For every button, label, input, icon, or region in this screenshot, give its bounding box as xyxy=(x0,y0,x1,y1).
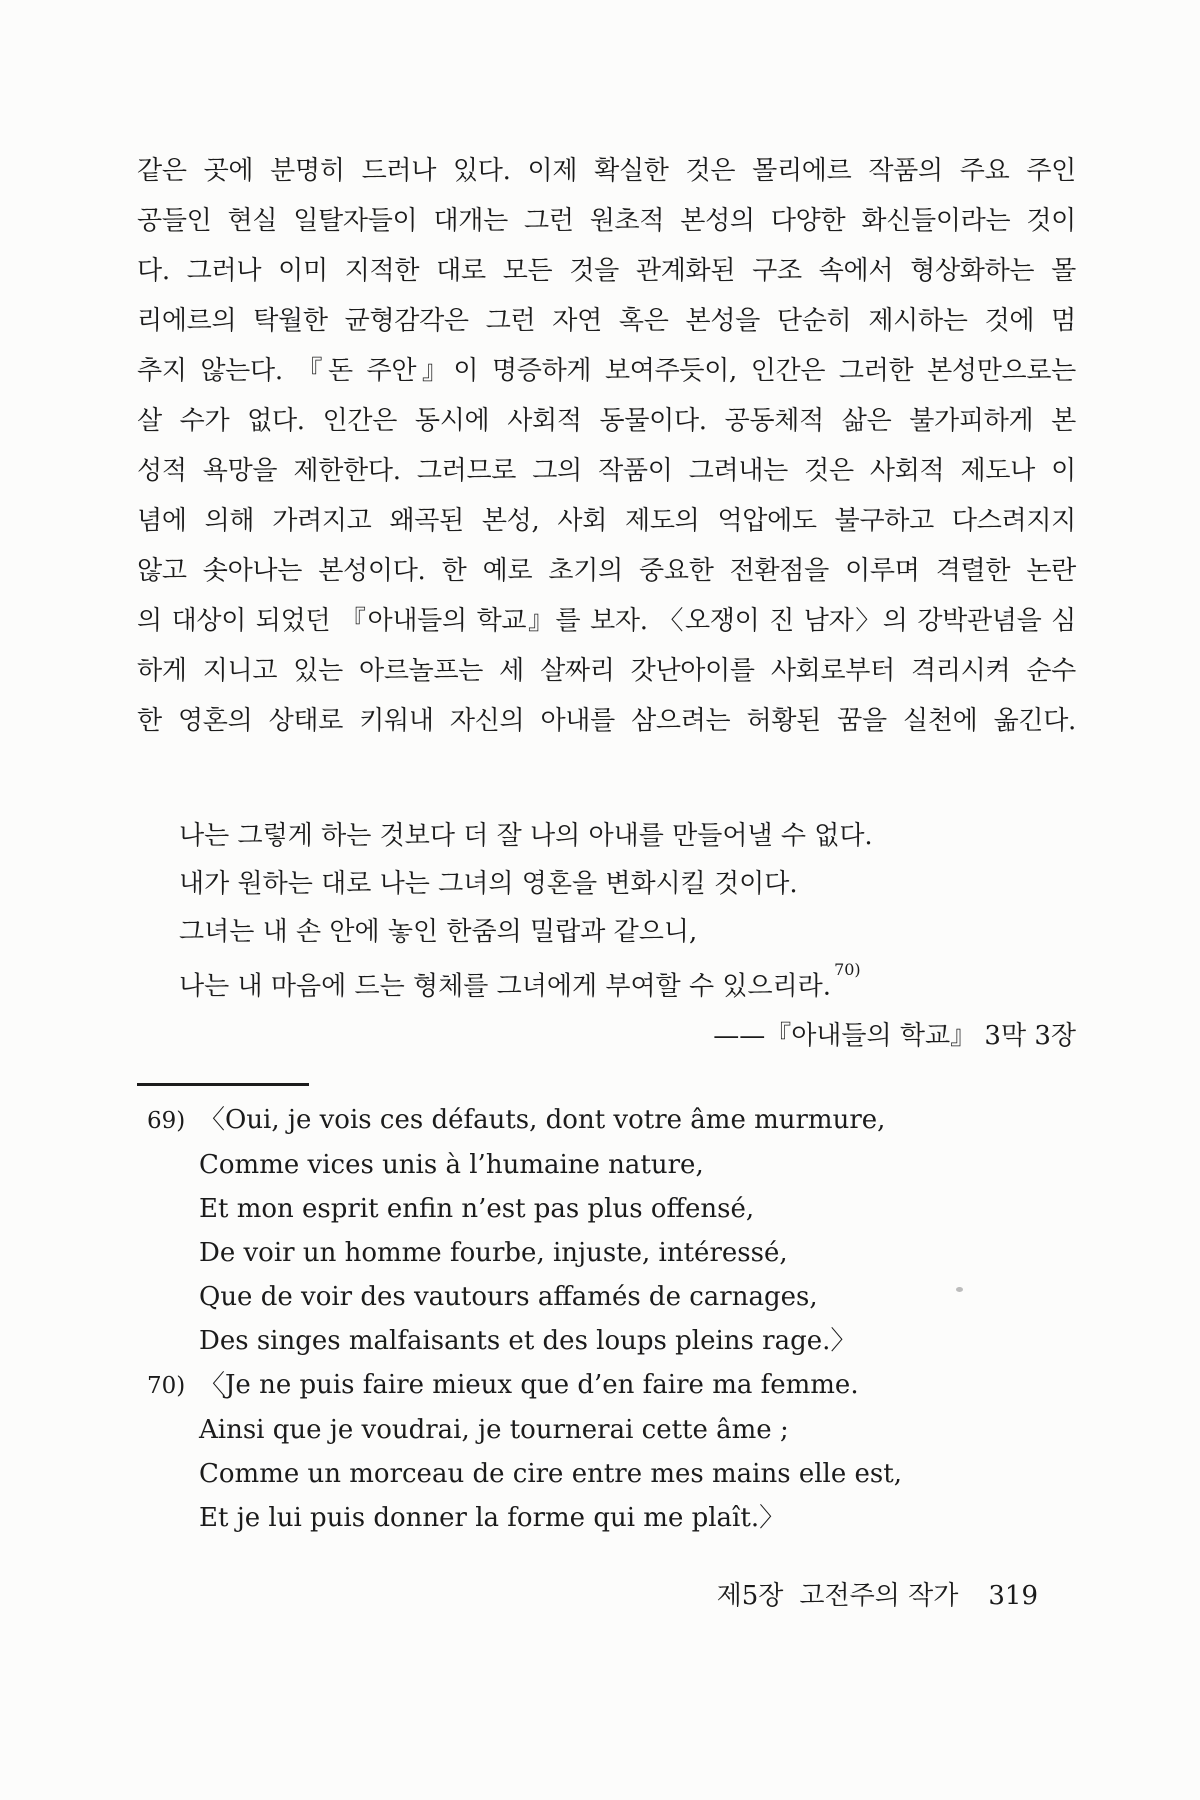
footnote-line: Des singes malfaisants et des loups pleins rage.〉 xyxy=(199,1325,857,1356)
footnote-number: 70) xyxy=(147,1372,186,1399)
quote-attribution: ——『아내들의 학교』 3막 3장 xyxy=(713,1020,1076,1051)
main-paragraph xyxy=(137,146,1076,746)
quote-line: 그녀는 내 손 안에 놓인 한줌의 밀랍과 같으니, xyxy=(179,917,698,947)
quote-line: 나는 그렇게 하는 것보다 더 잘 나의 아내를 만들어낼 수 없다. xyxy=(179,821,873,851)
footnote-reference-70: 70) xyxy=(834,960,861,979)
footnote-line: Et mon esprit enfin n’est pas plus offensé, xyxy=(199,1193,755,1224)
footnote-text: 〈Je ne puis faire mieux que d’en faire ma femme. xyxy=(199,1369,859,1400)
footnote-number: 69) xyxy=(147,1107,186,1134)
footnote-69 xyxy=(147,1098,1076,1363)
footnote-line: Comme vices unis à l’humaine nature, xyxy=(199,1149,704,1180)
quote-line xyxy=(179,956,1076,1011)
page-content xyxy=(137,146,1076,1540)
footnote-line: Et je lui puis donner la forme qui me plaît.〉 xyxy=(199,1502,786,1533)
footnote-line: De voir un homme fourbe, injuste, intéressé, xyxy=(199,1237,788,1268)
paragraph-line: 의 대상이 되었던 『아내들의 학교』를 보자. 〈오쟁이 진 남자〉의 강박관념을 심 xyxy=(137,606,1076,636)
chapter-title: 고전주의 작가 xyxy=(799,1581,959,1611)
footnote-line xyxy=(147,1363,1076,1408)
page-number: 319 xyxy=(988,1581,1038,1611)
paragraph-line: 리에르의 탁월한 균형감각은 그런 자연 혹은 본성을 단순히 제시하는 것에 멈 xyxy=(137,306,1076,336)
chapter-label: 제5장 xyxy=(716,1581,784,1611)
paragraph-line: 않고 솟아나는 본성이다. 한 예로 초기의 중요한 전환점을 이루며 격렬한 논란 xyxy=(137,556,1076,586)
paragraph-line: 념에 의해 가려지고 왜곡된 본성, 사회 제도의 억압에도 불구하고 다스려지지 xyxy=(137,506,1076,536)
footnote-line: Ainsi que je voudrai, je tournerai cette âme ; xyxy=(199,1414,789,1445)
paragraph-line: 공들인 현실 일탈자들이 대개는 그런 원초적 본성의 다양한 화신들이라는 것이 xyxy=(137,206,1076,236)
quote-line: 내가 원하는 대로 나는 그녀의 영혼을 변화시킬 것이다. xyxy=(179,869,798,899)
footnote-70 xyxy=(147,1363,1076,1540)
footnote-text: 〈Oui, je vois ces défauts, dont votre âme murmure, xyxy=(199,1104,886,1135)
paragraph-line: 살 수가 없다. 인간은 동시에 사회적 동물이다. 공동체적 삶은 불가피하게 본 xyxy=(137,406,1076,436)
paragraph-line: 하게 지니고 있는 아르놀프는 세 살짜리 갓난아이를 사회로부터 격리시켜 순수 xyxy=(137,656,1076,686)
footnote-line: Comme un morceau de cire entre mes mains elle est, xyxy=(199,1458,902,1489)
footnote-separator xyxy=(137,1083,309,1086)
paragraph-line: 다. 그러나 이미 지적한 대로 모든 것을 관계화된 구조 속에서 형상화하는 몰 xyxy=(137,256,1076,286)
paragraph-line: 성적 욕망을 제한한다. 그러므로 그의 작품이 그려내는 것은 사회적 제도나 이 xyxy=(137,456,1076,486)
scan-speck xyxy=(956,1287,963,1292)
paragraph-line: 추지 않는다. 『돈 주안』이 명증하게 보여주듯이, 인간은 그러한 본성만으로는 xyxy=(137,356,1076,386)
footnotes-block xyxy=(137,1098,1076,1540)
verse-quotation xyxy=(179,812,1076,1011)
running-footer xyxy=(0,1576,1038,1616)
paragraph-line: 같은 곳에 분명히 드러나 있다. 이제 확실한 것은 몰리에르 작품의 주요 주인 xyxy=(137,156,1076,186)
paragraph-line: 한 영혼의 상태로 키워내 자신의 아내를 삼으려는 허황된 꿈을 실천에 옮긴다. xyxy=(137,706,1076,736)
quote-line-text: 나는 내 마음에 드는 형체를 그녀에게 부여할 수 있으리라. xyxy=(179,971,832,1002)
footnote-line xyxy=(147,1098,1076,1143)
footnote-line: Que de voir des vautours affamés de carnages, xyxy=(199,1281,818,1312)
